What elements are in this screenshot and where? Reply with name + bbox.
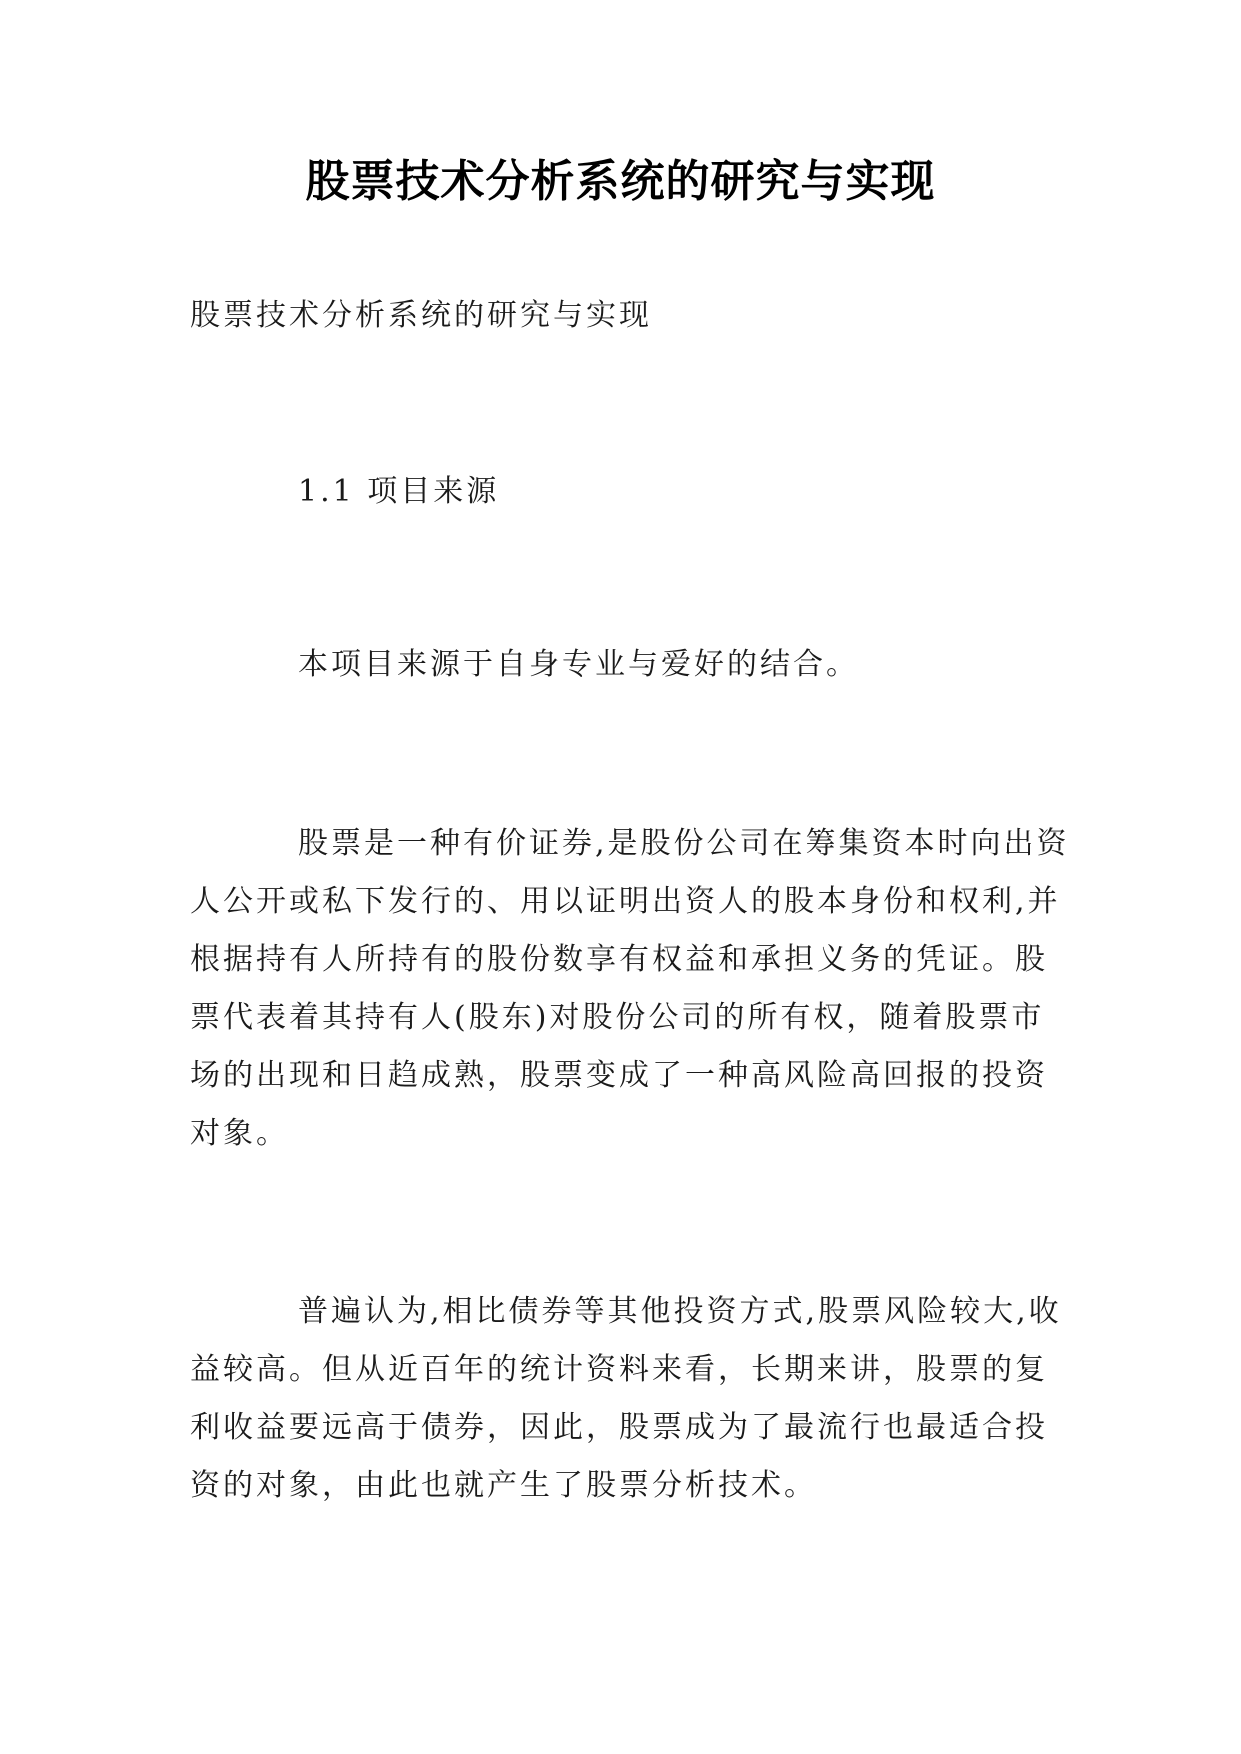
document-subtitle: 股票技术分析系统的研究与实现	[190, 298, 652, 333]
section-heading: 1.1 项目来源	[298, 474, 500, 509]
paragraph-stock-definition: 股票是一种有价证券,是股份公司在筹集资本时向出资人公开或私下发行的、用以证明出资人的股本身份和权利,并根据持有人所持有的股份数享有权益和承担义务的凭证。股票代表着其持有人(股东)对股份公司的所有权，随着股票市场的出现和日趋成熟，股票变成了一种高风险高回报的投资对象。	[190, 826, 1070, 1151]
document-title: 股票技术分析系统的研究与实现	[305, 156, 936, 207]
paragraph-project-source: 本项目来源于自身专业与爱好的结合。	[298, 647, 859, 682]
paragraph-stock-analysis: 普遍认为,相比债券等其他投资方式,股票风险较大,收益较高。但从近百年的统计资料来看，长期来讲，股票的复利收益要远高于债券，因此，股票成为了最流行也最适合投资的对象，由此也就产生了股票分析技术。	[190, 1294, 1062, 1503]
